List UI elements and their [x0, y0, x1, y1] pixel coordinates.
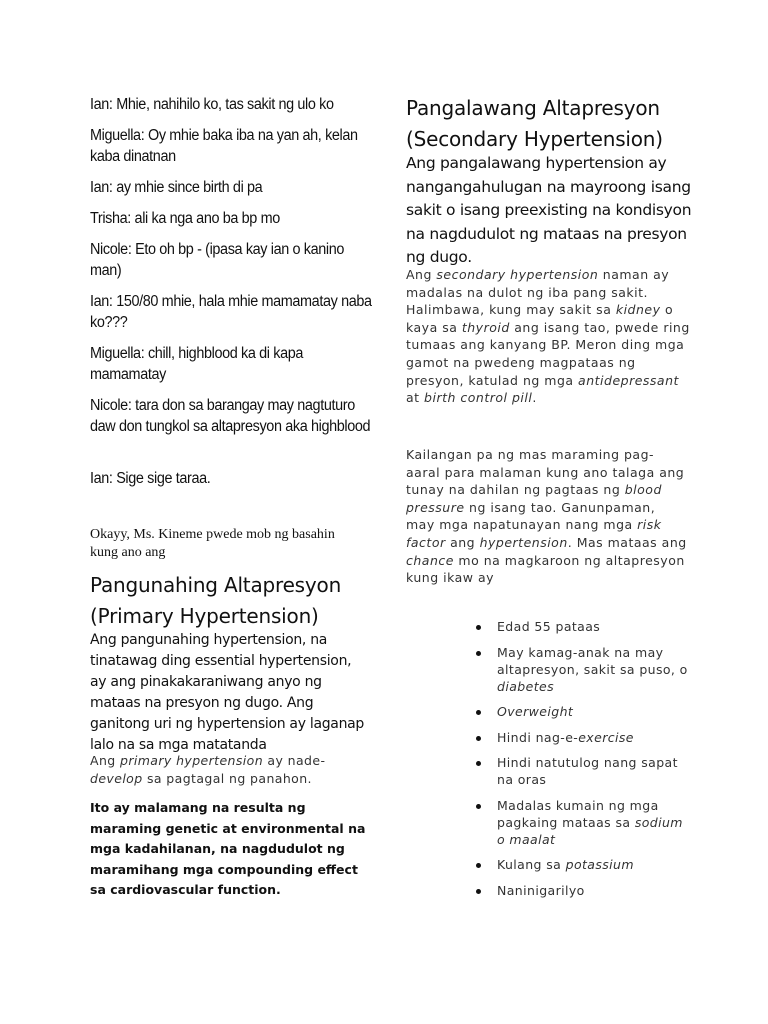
primary-heading	[90, 570, 380, 632]
dialogue-line: Ian: Mhie, nahihilo ko, tas sakit ng ulo ko	[90, 96, 334, 113]
bullet-icon	[476, 625, 481, 630]
secondary-lead: Ang pangalawang hypertension ay nangangahulugan na mayroong isang sakit o isang preexisting na kondisyon na nagdudulot ng mataas na presyon ng dugo.	[406, 154, 692, 266]
list-item: May kamag-anak na may altapresyon, sakit sa puso, o diabetes	[470, 644, 690, 695]
primary-heading-line2: (Primary Hypertension)	[90, 604, 319, 628]
dialogue-line: Ian: ay mhie since birth di pa	[90, 179, 263, 196]
dialogue-line: Ian: Sige sige taraa.	[90, 470, 211, 487]
bullet-icon	[476, 736, 481, 741]
bullet-icon	[476, 761, 481, 766]
secondary-heading	[406, 93, 696, 155]
dialogue-line: Ian: 150/80 mhie, hala mhie mamamatay naba ko???	[90, 293, 372, 331]
list-item: Hindi nag-e-exercise	[470, 729, 690, 746]
list-item: Madalas kumain ng mga pagkaing mataas sa sodium o maalat	[470, 797, 690, 848]
bullet-icon	[476, 889, 481, 894]
bullet-icon	[476, 651, 481, 656]
list-item: Naninigarilyo	[470, 882, 690, 899]
bullet-icon	[476, 863, 481, 868]
primary-note: Ang primary hypertension ay nade-develop sa pagtagal ng panahon.	[90, 753, 326, 786]
dialogue-line: Trisha: ali ka nga ano ba bp mo	[90, 210, 280, 227]
bullet-icon	[476, 804, 481, 809]
dialogue-line: Nicole: Eto oh bp - (ipasa kay ian o kanino man)	[90, 241, 345, 279]
primary-bold-paragraph: Ito ay malamang na resulta ng maraming genetic at environmental na mga kadahilanan, na nagdudulot ng maramihang mga compounding effect sa cardiovascular function.	[90, 800, 366, 897]
list-item: Overweight	[470, 703, 690, 720]
list-item: Kulang sa potassium	[470, 856, 690, 873]
dialogue-line: Miguella: Oy mhie baka iba na yan ah, kelan kaba dinatnan	[90, 127, 358, 165]
secondary-paragraph-2: Kailangan pa ng mas maraming pag-aaral para malaman kung ano talaga ang tunay na dahilan ng pagtaas ng blood pressure ng isang tao. Ganunpaman, may mga napatunayan nang mga risk factor ang hypertension. Mas mataas ang chance mo na magkaroon ng altapresyon kung ikaw ay	[406, 447, 687, 586]
note: Okayy, Ms. Kineme pwede mob ng basahin kung ano ang	[90, 527, 335, 560]
risk-factor-list	[470, 618, 690, 907]
dialogue-line: Miguella: chill, highblood ka di kapa mamamatay	[90, 345, 304, 383]
secondary-heading-line1: Pangalawang Altapresyon	[406, 96, 660, 120]
bullet-icon	[476, 710, 481, 715]
secondary-heading-line2: (Secondary Hypertension)	[406, 127, 663, 151]
list-item: Hindi natutulog nang sapat na oras	[470, 754, 690, 788]
list-item: Edad 55 pataas	[470, 618, 690, 635]
secondary-paragraph-1: Ang secondary hypertension naman ay madalas na dulot ng iba pang sakit. Halimbawa, kung may sakit sa kidney o kaya sa thyroid ang isang tao, pwede ring tumaas ang kanyang BP. Meron ding mga gamot na pwedeng magpataas ng presyon, katulad ng mga antidepressant at birth control pill.	[406, 267, 690, 406]
primary-heading-line1: Pangunahing Altapresyon	[90, 573, 342, 597]
primary-lead: Ang pangunahing hypertension, na tinatawag ding essential hypertension, ay ang pinakakaraniwang anyo ng mataas na presyon ng dugo. Ang ganitong uri ng hypertension ay laganap lalo na sa mga matatanda	[90, 632, 365, 753]
dialogue-line: Nicole: tara don sa barangay may nagtuturo daw don tungkol sa altapresyon aka highblood	[90, 397, 371, 435]
